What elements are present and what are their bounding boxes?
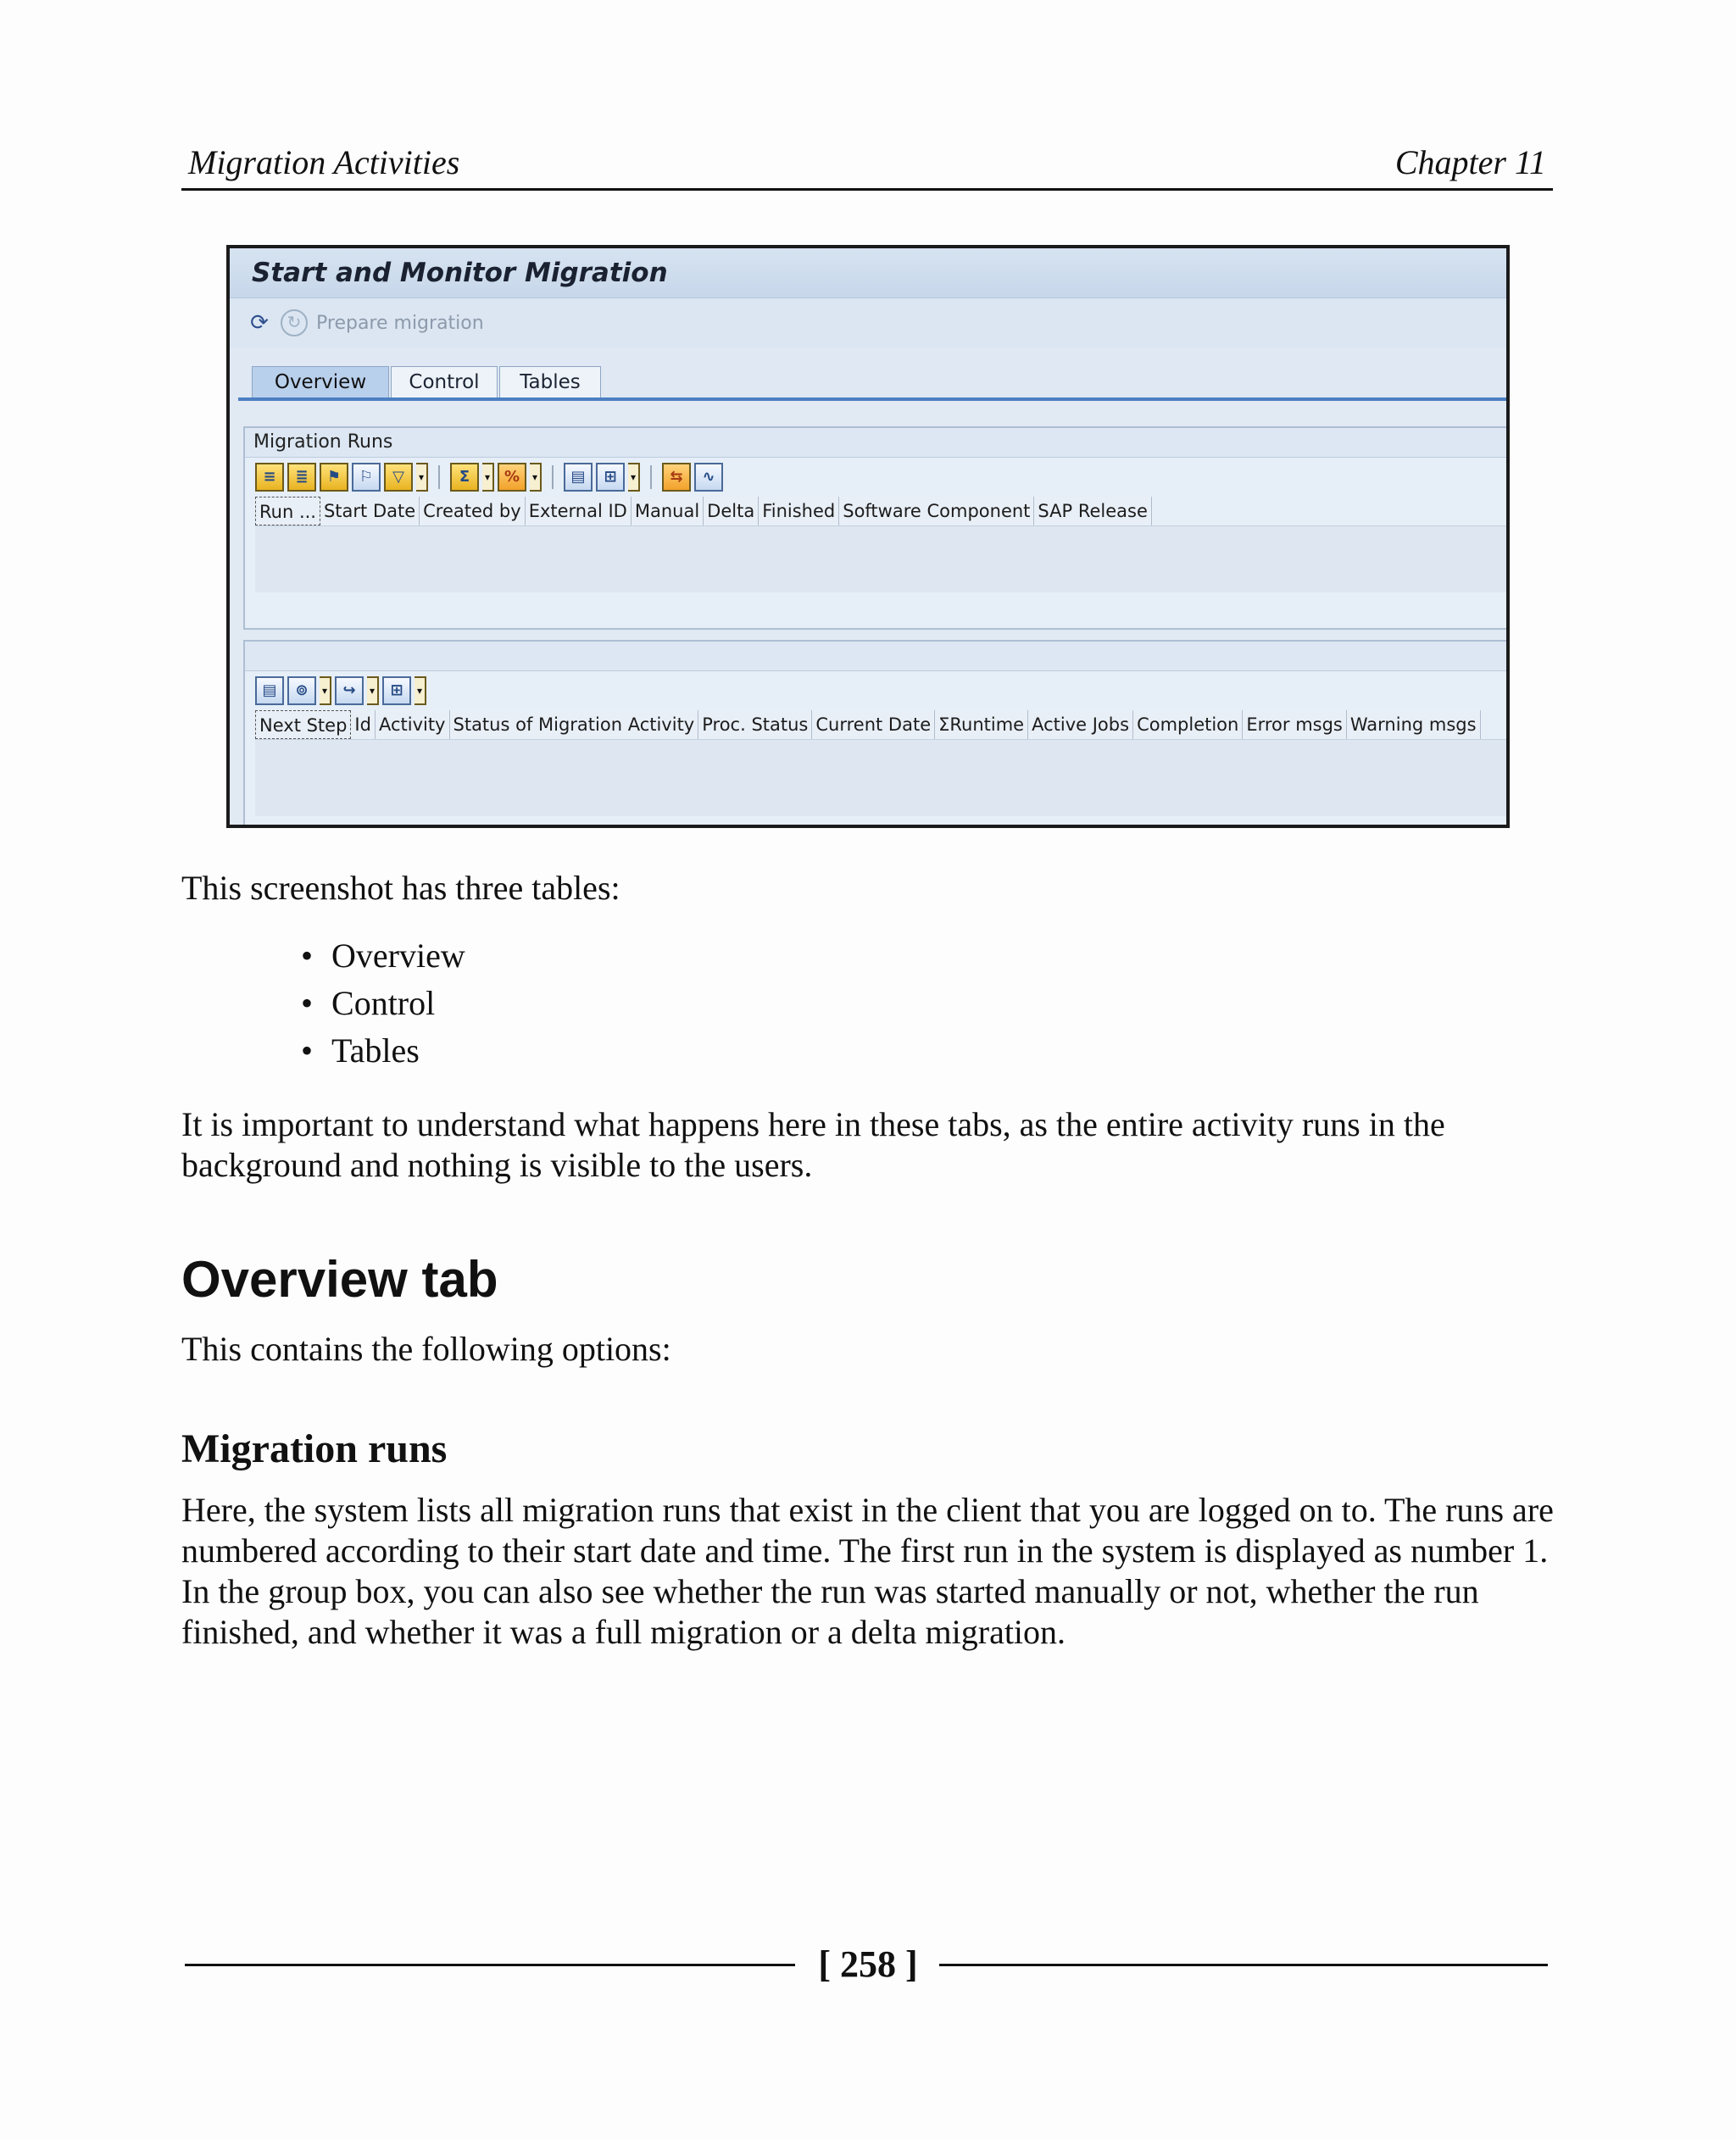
explanation-paragraph: It is important to understand what happens here in these tabs, as the entire activity runs in the background and nothing is visible to the users. xyxy=(181,1105,1445,1184)
prepare-migration-icon[interactable]: ↻ xyxy=(281,309,308,336)
section-heading: Overview tab xyxy=(181,1251,498,1308)
list-item: • Overview xyxy=(301,932,465,980)
overview-tab-content xyxy=(230,401,1506,825)
tab-overview[interactable]: Overview xyxy=(252,366,389,397)
print-icon[interactable]: ▤ xyxy=(255,676,284,705)
page-number: [ 258 ] xyxy=(818,1943,918,1985)
details-dropdown-icon[interactable]: ▾ xyxy=(320,676,331,705)
list-item: • Control xyxy=(301,980,465,1027)
migration-runs-group xyxy=(243,426,1506,630)
column-header-manual[interactable]: Manual xyxy=(632,497,704,525)
filter-dropdown-icon[interactable]: ▾ xyxy=(416,463,428,492)
column-header-runtime[interactable]: ΣRuntime xyxy=(935,710,1028,739)
list-item: • Tables xyxy=(301,1027,465,1075)
sum-icon[interactable]: Σ xyxy=(450,463,479,492)
graphic-icon[interactable]: ∿ xyxy=(694,463,723,492)
running-header-section: Migration Activities xyxy=(188,143,460,181)
column-header-active-jobs[interactable]: Active Jobs xyxy=(1028,710,1133,739)
running-header-chapter: Chapter 11 xyxy=(1394,143,1546,181)
find-next-icon[interactable]: ⚐ xyxy=(352,463,381,492)
migration-runs-group-title: Migration Runs xyxy=(245,428,1506,458)
toolbar-separator xyxy=(438,465,440,489)
migration-runs-paragraph: Here, the system lists all migration runs that exist in the client that you are logged on to. The runs are numbered according to their start date and time. The first run in the system is displayed as number 1. In the group box, you can also see whether the run was started manually or not, whether the run finished, and whether it was a full migration or a delta migration. xyxy=(181,1491,1554,1651)
column-header-proc-status[interactable]: Proc. Status xyxy=(698,710,812,739)
prepare-migration-button[interactable]: Prepare migration xyxy=(316,312,484,334)
column-header-error-msgs[interactable]: Error msgs xyxy=(1243,710,1347,739)
migration-runs-table-body xyxy=(255,525,1506,592)
activities-alv-toolbar xyxy=(245,671,1506,710)
column-header-activity[interactable]: Activity xyxy=(376,710,450,739)
column-header-run[interactable]: Run ... xyxy=(255,497,320,525)
migration-activities-group xyxy=(243,640,1506,828)
sort-ascending-icon[interactable]: ≡ xyxy=(255,463,284,492)
layout-dropdown-icon[interactable]: ▾ xyxy=(415,676,426,705)
header-rule xyxy=(181,188,1553,191)
filter-icon[interactable]: ▽ xyxy=(384,463,413,492)
sort-descending-icon[interactable]: ≣ xyxy=(287,463,316,492)
toolbar-separator xyxy=(552,465,554,489)
subtotal-dropdown-icon[interactable]: ▾ xyxy=(530,463,542,492)
column-header-status-of-migration-activity[interactable]: Status of Migration Activity xyxy=(450,710,699,739)
subtotal-icon[interactable]: % xyxy=(498,463,526,492)
print-preview-icon[interactable]: ▤ xyxy=(564,463,593,492)
export-dropdown-icon[interactable]: ▾ xyxy=(628,463,640,492)
column-header-completion[interactable]: Completion xyxy=(1133,710,1243,739)
sap-window-title: Start and Monitor Migration xyxy=(230,248,1506,298)
column-header-start-date[interactable]: Start Date xyxy=(320,497,420,525)
column-header-next-step[interactable]: Next Step xyxy=(255,710,351,739)
sap-screenshot xyxy=(226,245,1510,828)
export-dropdown-icon[interactable]: ▾ xyxy=(367,676,379,705)
export-icon[interactable]: ↪ xyxy=(335,676,364,705)
sap-tabstrip xyxy=(238,362,1506,401)
activities-group-titlebar xyxy=(245,642,1506,671)
footer-rule-right xyxy=(939,1964,1548,1966)
find-icon[interactable]: ⚑ xyxy=(320,463,348,492)
sap-application-toolbar xyxy=(230,298,1506,347)
section-intro: This contains the following options: xyxy=(181,1330,671,1368)
column-header-finished[interactable]: Finished xyxy=(759,497,839,525)
sum-dropdown-icon[interactable]: ▾ xyxy=(482,463,494,492)
activities-table-header xyxy=(255,710,1506,739)
column-header-sap-release[interactable]: SAP Release xyxy=(1034,497,1151,525)
export-icon[interactable]: ⊞ xyxy=(596,463,625,492)
intro-paragraph: This screenshot has three tables: xyxy=(181,869,620,907)
migration-runs-table-header xyxy=(255,497,1506,525)
tab-control[interactable]: Control xyxy=(391,366,498,397)
tab-tables[interactable]: Tables xyxy=(499,366,601,397)
column-header-delta[interactable]: Delta xyxy=(704,497,759,525)
column-header-current-date[interactable]: Current Date xyxy=(812,710,935,739)
toolbar-separator xyxy=(650,465,652,489)
column-header-warning-msgs[interactable]: Warning msgs xyxy=(1347,710,1481,739)
details-icon[interactable]: ⊚ xyxy=(287,676,316,705)
column-header-created-by[interactable]: Created by xyxy=(420,497,526,525)
column-header-external-id[interactable]: External ID xyxy=(526,497,632,525)
tab-list xyxy=(301,932,465,1075)
layout-grid-icon[interactable]: ⊞ xyxy=(382,676,411,705)
subsection-heading: Migration runs xyxy=(181,1426,448,1471)
refresh-icon[interactable]: ⟳ xyxy=(250,310,269,336)
activities-table-body xyxy=(255,739,1506,816)
column-header-id[interactable]: Id xyxy=(351,710,376,739)
migration-runs-alv-toolbar xyxy=(245,458,1506,497)
column-header-software-component[interactable]: Software Component xyxy=(839,497,1034,525)
layout-icon[interactable]: ⇆ xyxy=(662,463,691,492)
